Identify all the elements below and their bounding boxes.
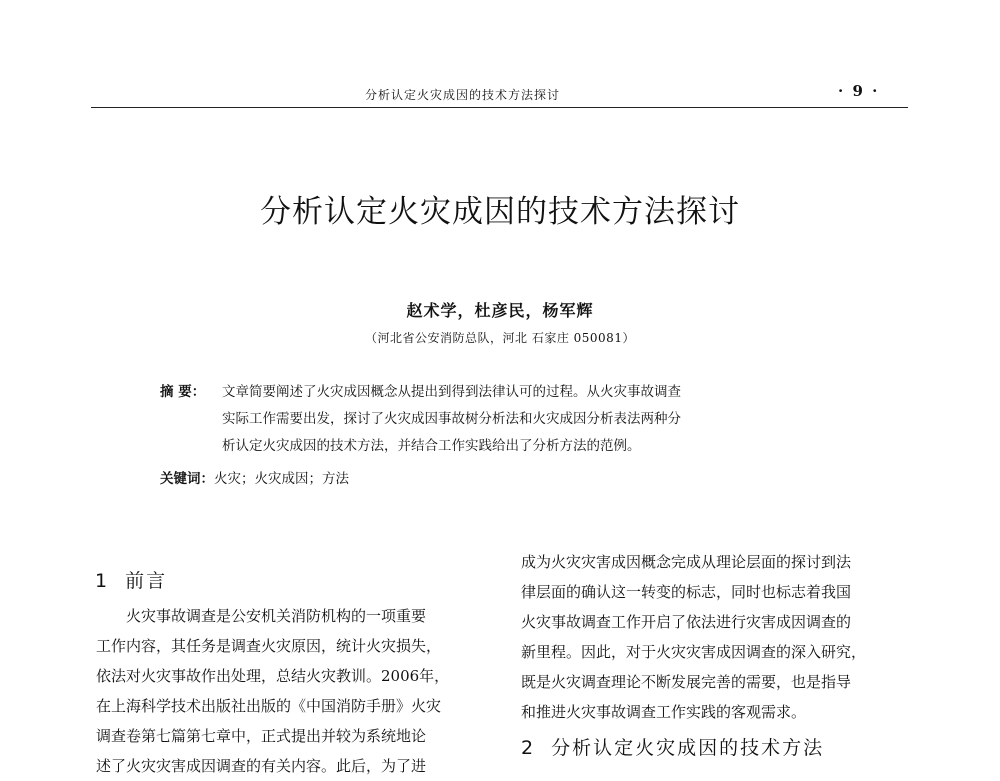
paragraph-line: 和推进火灾事故调查工作实践的客观需求。 (521, 703, 807, 721)
abstract-text: 文章简要阐述了火灾成因概念从提出到得到法律认可的过程。从火灾事故调查 (222, 384, 681, 400)
header-rule (91, 107, 908, 108)
left-column-body (96, 601, 490, 781)
paragraph-line: 火灾事故调查是公安机关消防机构的一项重要 (126, 607, 427, 625)
section-title: 分析认定火灾成因的技术方法 (551, 737, 825, 759)
paragraph-line: 调查卷第七篇第七章中，正式提出并较为系统地论 (96, 727, 427, 745)
paragraph-line: 成为火灾灾害成因概念完成从理论层面的探讨到法 (521, 553, 852, 571)
section-title: 前言 (125, 570, 168, 592)
section-number: 2 (521, 737, 536, 759)
abstract (160, 379, 860, 460)
authors: 赵术学，杜彦民，杨军辉 (406, 301, 594, 320)
article-title: 分析认定火灾成因的技术方法探讨 (260, 194, 740, 230)
section-heading-2 (521, 733, 824, 760)
paragraph-line: 火灾事故调查工作开启了依法进行灾害成因调查的 (521, 613, 852, 631)
paragraph-line: 新里程。因此，对于火灾灾害成因调查的深入研究， (521, 643, 867, 661)
paragraph-line: 工作内容，其任务是调查火灾原因，统计火灾损失， (96, 637, 442, 655)
paragraph-line: 述了火灾灾害成因调查的有关内容。此后，为了进 (96, 757, 427, 775)
keywords (160, 467, 349, 487)
page-number: · 9 · (838, 82, 880, 100)
paragraph-line: 在上海科学技术出版社出版的《中国消防手册》火灾 (96, 697, 442, 715)
abstract-line: 实际工作需要出发，探讨了火灾成因事故树分析法和火灾成因分析表法两种分 (222, 411, 681, 427)
abstract-line: 析认定火灾成因的技术方法，并结合工作实践给出了分析方法的范例。 (222, 438, 641, 454)
running-title: 分析认定火灾成因的技术方法探讨 (365, 88, 561, 102)
keywords-label: 关键词： (160, 471, 214, 487)
section-number: 1 (95, 570, 110, 592)
abstract-line (160, 379, 860, 406)
paragraph-line: 依法对火灾事故作出处理，总结火灾教训。2006年， (96, 667, 450, 685)
section-heading-1 (95, 566, 167, 593)
keywords-text: 火灾；火灾成因；方法 (214, 471, 349, 487)
affiliation: （河北省公安消防总队，河北 石家庄 050081） (365, 331, 635, 345)
abstract-label: 摘 要： (160, 384, 206, 400)
right-column-body (521, 547, 914, 727)
paragraph-line: 律层面的确认这一转变的标志，同时也标志着我国 (521, 583, 852, 601)
paragraph-line: 既是火灾调查理论不断发展完善的需要，也是指导 (521, 673, 852, 691)
